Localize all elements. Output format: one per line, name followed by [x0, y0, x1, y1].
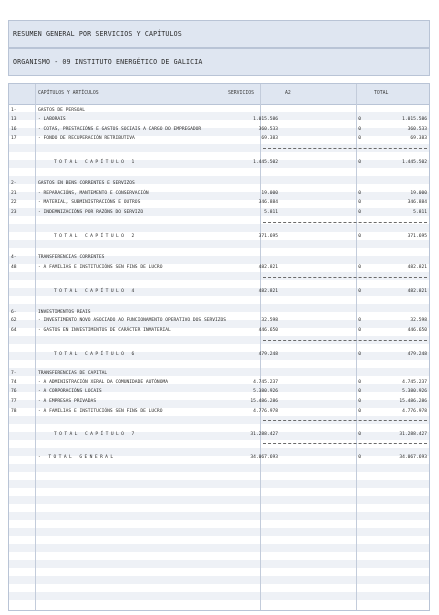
summary-table: [8, 83, 430, 611]
row-total-amount: 15.486.286: [399, 398, 427, 404]
row-code: 77: [11, 398, 17, 404]
row-stripe: [9, 496, 429, 504]
subtotal-row: [9, 453, 429, 462]
row-description: TOTAL CAPÍTULO 4: [54, 288, 137, 294]
subtotal-rule: [263, 340, 427, 341]
table-row: [9, 189, 429, 198]
row-description: - A FAMILIAS E INSTITUCIÓNS SEN FINS DE LUCRO: [38, 264, 163, 270]
row-code: 7-: [11, 370, 17, 376]
table-row: [9, 397, 429, 406]
row-code: 16: [11, 126, 17, 132]
row-code: 62: [11, 317, 17, 323]
row-code: 6-: [11, 309, 17, 315]
subtotal-rule: [263, 277, 427, 278]
row-total-amount: 19.000: [410, 190, 427, 196]
row-servicios-amount: 0: [358, 388, 361, 394]
row-description: GASTOS EN BENS CORRENTES E SERVIZOS: [38, 180, 135, 186]
row-description: - MATERIAL, SUBMINISTRACIÓNS E OUTROS: [38, 199, 141, 205]
row-description: - GASTOS EN INVESTIMENTOS DE CARÁCTER INMATERIAL: [38, 327, 171, 333]
row-a2-amount: 69.383: [261, 135, 278, 141]
row-stripe: [9, 560, 429, 568]
row-description: TOTAL CAPÍTULO 6: [54, 351, 137, 357]
row-total-amount: 5.380.926: [402, 388, 427, 394]
row-code: 2-: [11, 180, 17, 186]
table-row: [9, 179, 429, 188]
row-description: TRANSFERENCIAS CORRENTES: [38, 254, 105, 260]
row-description: - A CORPORACIÓNS LOCAIS: [38, 388, 102, 394]
table-row: [9, 253, 429, 262]
header-servicios: SERVICIOS: [228, 91, 254, 96]
row-a2-amount: 5.811: [264, 209, 278, 215]
row-servicios-amount: 0: [358, 317, 361, 323]
row-total-amount: 371.695: [407, 233, 427, 239]
row-servicios-amount: 0: [358, 398, 361, 404]
row-servicios-amount: 0: [358, 351, 361, 357]
report-title-box: [8, 20, 430, 48]
row-total-amount: 1.015.586: [402, 116, 427, 122]
row-a2-amount: 482.821: [258, 264, 278, 270]
row-code: 23: [11, 209, 17, 215]
row-a2-amount: 479.248: [258, 351, 278, 357]
row-description: TRANSFERENCIAS DE CAPITAL: [38, 370, 108, 376]
row-servicios-amount: 0: [358, 116, 361, 122]
row-servicios-amount: 0: [358, 327, 361, 333]
row-stripe: [9, 512, 429, 520]
row-total-amount: 482.821: [407, 288, 427, 294]
row-total-amount: 1.445.502: [402, 159, 427, 165]
row-a2-amount: 371.695: [258, 233, 278, 239]
row-code: 64: [11, 327, 17, 333]
row-total-amount: 69.383: [410, 135, 427, 141]
row-code: 76: [11, 388, 17, 394]
subtotal-rule: [263, 420, 427, 421]
table-row: [9, 387, 429, 396]
row-code: 17: [11, 135, 17, 141]
row-total-amount: 479.248: [407, 351, 427, 357]
table-row: [9, 208, 429, 217]
row-stripe: [9, 272, 429, 280]
row-description: INVESTIMENTOS REAIS: [38, 309, 91, 315]
table-row: [9, 198, 429, 207]
row-a2-amount: 4.745.237: [253, 379, 278, 385]
row-a2-amount: 482.821: [258, 288, 278, 294]
header-capitulos: CAPÍTULOS Y ARTÍCULOS: [38, 91, 99, 96]
table-row: [9, 134, 429, 143]
row-total-amount: 34.067.693: [399, 454, 427, 460]
row-total-amount: 482.821: [407, 264, 427, 270]
row-description: - COTAS, PRESTACIÓNS E GASTOS SOCIAIS A CARGO DO EMPREGADOR: [38, 126, 202, 132]
row-code: 13: [11, 116, 17, 122]
row-description: - A FAMILIAS E INSTITUCIÓNS SEN FINS DE LUCRO: [38, 408, 163, 414]
subtotal-rule: [263, 148, 427, 149]
row-stripe: [9, 544, 429, 552]
row-servicios-amount: 0: [358, 408, 361, 414]
row-servicios-amount: 0: [358, 379, 361, 385]
row-a2-amount: 1.015.586: [253, 116, 278, 122]
row-servicios-amount: 0: [358, 431, 361, 437]
header-a2: A2: [285, 91, 291, 96]
row-description: TOTAL CAPÍTULO 2: [54, 233, 137, 239]
row-code: 22: [11, 199, 17, 205]
row-a2-amount: 34.067.693: [250, 454, 278, 460]
row-description: TOTAL CAPÍTULO 7: [54, 431, 137, 437]
row-total-amount: 346.884: [407, 199, 427, 205]
row-description: GASTOS DE PERSOAL: [38, 107, 86, 113]
row-a2-amount: 360.533: [258, 126, 278, 132]
row-total-amount: 446.650: [407, 327, 427, 333]
row-servicios-amount: 0: [358, 199, 361, 205]
row-total-amount: 4.776.978: [402, 408, 427, 414]
row-description: - TOTAL GENERAL: [38, 454, 116, 460]
row-a2-amount: 446.650: [258, 327, 278, 333]
row-code: 21: [11, 190, 17, 196]
row-stripe: [9, 576, 429, 584]
row-stripe: [9, 528, 429, 536]
row-description: - A ADMINISTRACIÓN XERAL DA COMUNIDADE AUTÓNOMA: [38, 379, 168, 385]
row-code: 78: [11, 408, 17, 414]
row-stripe: [9, 592, 429, 600]
organismo-box: [8, 48, 430, 76]
row-total-amount: 4.745.237: [402, 379, 427, 385]
row-code: 48: [11, 264, 17, 270]
row-servicios-amount: 0: [358, 264, 361, 270]
row-servicios-amount: 0: [358, 159, 361, 165]
row-total-amount: 32.598: [410, 317, 427, 323]
table-row: [9, 106, 429, 115]
row-a2-amount: 1.445.502: [253, 159, 278, 165]
subtotal-rule: [263, 443, 427, 444]
row-code: 4-: [11, 254, 17, 260]
row-description: - INDEMNIZACIÓNS POR RAZÓNS DO SERVIZO: [38, 209, 144, 215]
table-row: [9, 369, 429, 378]
row-servicios-amount: 0: [358, 454, 361, 460]
row-a2-amount: 32.598: [261, 317, 278, 323]
table-row: [9, 263, 429, 272]
header-total: TOTAL: [374, 91, 389, 96]
subtotal-rule: [263, 222, 427, 223]
table-row: [9, 407, 429, 416]
row-total-amount: 31.288.427: [399, 431, 427, 437]
row-description: TOTAL CAPÍTULO 1: [54, 159, 137, 165]
row-a2-amount: 15.486.286: [250, 398, 278, 404]
row-servicios-amount: 0: [358, 233, 361, 239]
row-a2-amount: 4.776.978: [253, 408, 278, 414]
table-row: [9, 125, 429, 134]
subtotal-row: [9, 287, 429, 296]
subtotal-row: [9, 158, 429, 167]
row-stripe: [9, 464, 429, 472]
row-a2-amount: 5.380.926: [253, 388, 278, 394]
row-servicios-amount: 0: [358, 209, 361, 215]
table-row: [9, 316, 429, 325]
table-header: [9, 84, 429, 105]
row-description: - LABORAIS: [38, 116, 66, 122]
row-a2-amount: 31.288.427: [250, 431, 278, 437]
row-a2-amount: 19.000: [261, 190, 278, 196]
row-total-amount: 360.533: [407, 126, 427, 132]
row-stripe: [9, 240, 429, 248]
table-row: [9, 115, 429, 124]
table-row: [9, 378, 429, 387]
row-description: - A EMPRESAS PRIVADAS: [38, 398, 97, 404]
subtotal-row: [9, 430, 429, 439]
subtotal-row: [9, 350, 429, 359]
row-servicios-amount: 0: [358, 288, 361, 294]
row-a2-amount: 346.884: [258, 199, 278, 205]
organismo-label: ORGANISMO - 09 INSTITUTO ENERGÉTICO DE GALICIA: [13, 58, 203, 66]
row-description: - REPARACIÓNS, MANTEMENTO E CONSERVACIÓN: [38, 190, 149, 196]
row-servicios-amount: 0: [358, 135, 361, 141]
row-stripe: [9, 480, 429, 488]
report-title: RESUMEN GENERAL POR SERVICIOS Y CAPÍTULOS: [13, 30, 182, 38]
row-description: - INVESTIMENTO NOVO ASOCIADO AO FUNCIONAMENTO OPERATIVO DOS SERVIZOS: [38, 317, 227, 323]
row-description: - FONDO DE RECUPERACIÓN RETRIBUTIVA: [38, 135, 135, 141]
row-servicios-amount: 0: [358, 126, 361, 132]
row-total-amount: 5.811: [413, 209, 427, 215]
table-row: [9, 326, 429, 335]
row-stripe: [9, 224, 429, 232]
row-servicios-amount: 0: [358, 190, 361, 196]
row-code: 1-: [11, 107, 17, 113]
subtotal-row: [9, 232, 429, 241]
row-code: 74: [11, 379, 17, 385]
